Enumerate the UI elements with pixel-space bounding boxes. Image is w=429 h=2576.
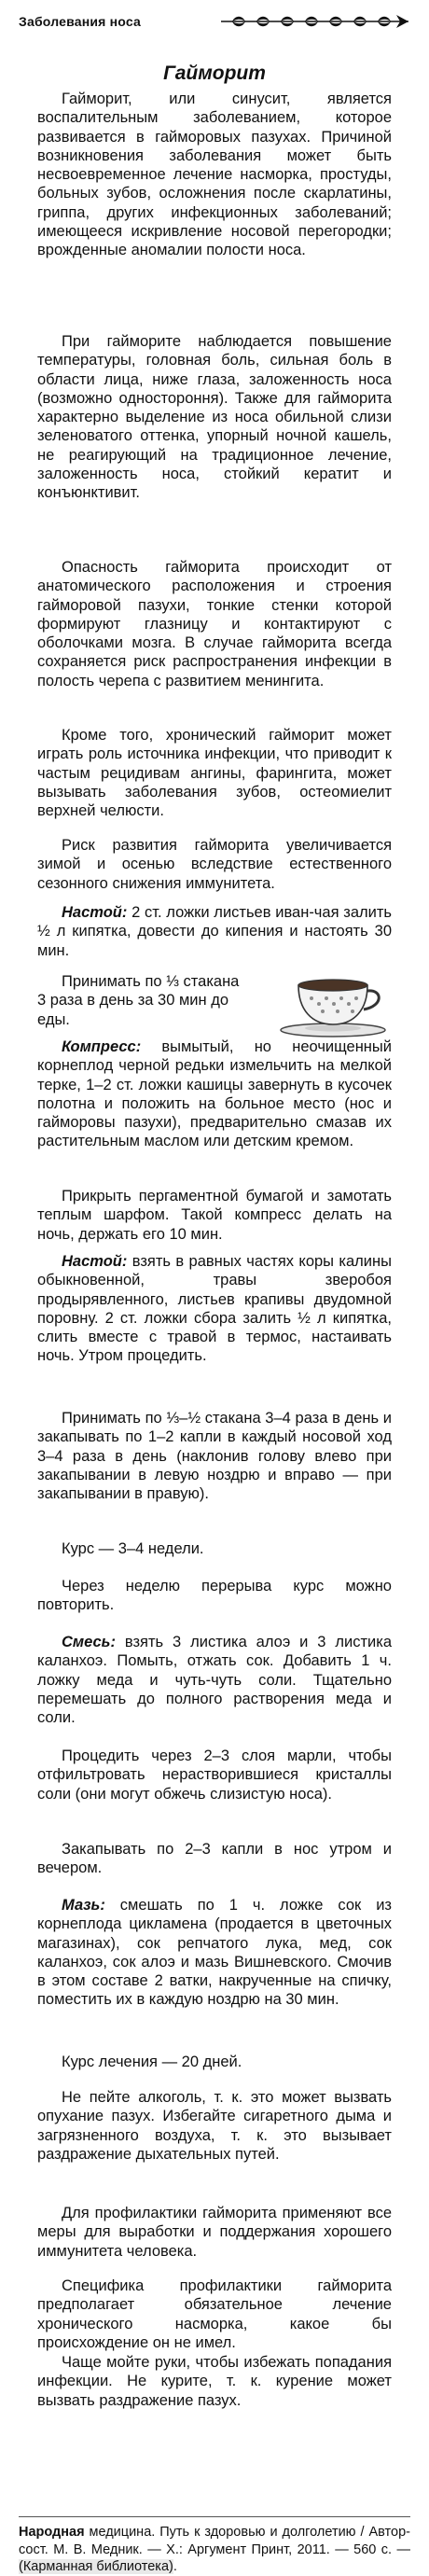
paragraph-text: Кроме того, хронический гайморит может играть роль источника инфекции, что приводит к частым рецидивам ангины, фарингита, может вызывать заболевания зубов, остеомиелит верхней челюсти.	[37, 727, 392, 820]
paragraph-text: смешать по 1 ч. ложке сок из корнеплода цикламена (продается в цветочных магазинах), сок репчатого лука, мед, сок каланхоэ, сок алоэ и мазь Вишневского. Смочив в этом составе 2 ватки, накрученные на спичку, поместить их в каждую ноздрю на 30 мин.	[37, 1897, 392, 2009]
citation-end: .	[173, 2559, 177, 2575]
paragraph-text: Для профилактики гайморита применяют все меры для выработки и поддержания хорошего иммунитета человека.	[37, 2205, 392, 2260]
paragraph	[37, 1840, 392, 1878]
recipe-label: Компресс:	[62, 1038, 142, 1055]
series-name: (Карманная библиотека)	[19, 2559, 173, 2575]
recipe-label: Смесь:	[62, 1634, 116, 1650]
paragraph	[37, 1187, 392, 1244]
citation-text: медицина. Путь к здоровью и долголетию / Автор-сост. М. В. Медник. — Х.: Аргумент Принт, 2011. — 560 с. —	[19, 2525, 410, 2557]
paragraph	[37, 972, 241, 1029]
paragraph-text: Опасность гайморита происходит от анатомического расположения и строения гайморовой пазухи, тонкие стенки которой формируют глазницу и контактируют с оболочками мозга. В случае гайморита всегда сохраняется риск распространения инфекции в полость черепа с развитием менингита.	[37, 559, 392, 689]
teacup-icon	[272, 972, 394, 1037]
paragraph	[37, 558, 392, 690]
paragraph	[37, 2204, 392, 2261]
paragraph-text: Прикрыть пергаментной бумагой и замотать теплым шарфом. Такой компресс делать на ночь, держать его 10 мин.	[37, 1188, 392, 1243]
article-title: Гайморит	[163, 63, 266, 84]
paragraph	[37, 2277, 392, 2352]
paragraph-text: Курс — 3–4 недели.	[62, 1540, 204, 1557]
paragraph-text: Процедить через 2–3 слоя марли, чтобы отфильтровать нерастворившиеся кристаллы соли (они могут обжечь слизистую носа).	[37, 1748, 392, 1803]
page-header	[19, 6, 410, 37]
paragraph-text: Не пейте алкоголь, т. к. это может вызвать опухание пазух. Избегайте сигаретного дыма и загрязненного воздуха, т. к. это вызывает раздражение дыхательных путей.	[37, 2089, 392, 2163]
paragraph	[37, 2088, 392, 2164]
paragraph-text: взять в равных частях коры калины обыкновенной, травы зверобоя продырявленного, листьев крапивы двудомной поровну. 2 ст. ложки сбора залить ½ л кипятка, слить вместе с травой в термос, настаивать ночь. Утром процедить.	[37, 1253, 392, 1365]
paragraph-text: Курс лечения — 20 дней.	[62, 2054, 242, 2070]
paragraph	[37, 2053, 392, 2071]
recipe-paragraph	[37, 1037, 392, 1151]
paragraph	[37, 1409, 392, 1503]
footer-divider	[19, 2516, 410, 2517]
paragraph	[37, 1577, 392, 1615]
paragraph-text: 2 ст. ложки листьев иван-чая залить ½ л кипятка, довести до кипения и настоять 30 мин.	[37, 904, 392, 959]
paragraph-text: Принимать по ⅓–½ стакана 3–4 раза в день и закапывать по 1–2 капли в каждый носовой ход 3–4 раза в день (наклонив голову влево при закапывании в левую ноздрю и вправо — при закапывании в правую).	[37, 1410, 392, 1503]
recipe-paragraph	[37, 903, 392, 960]
paragraph	[37, 332, 392, 503]
paragraph-text: Риск развития гайморита увеличивается зимой и осенью вследствие естественного сезонного снижения иммунитета.	[37, 837, 392, 892]
paragraph-text: Закапывать по 2–3 капли в нос утром и вечером.	[37, 1841, 392, 1877]
paragraph-text: Гайморит, или синусит, является воспалительным заболеванием, которое развивается в гайморовых пазухах. Причиной возникновения заболевания может быть несвоевременное лечение насморка, простуды, больных зубов, осложнения после скарлатины, гриппа, других инфекционных заболеваний; имеющееся искривление носовой перегородки; врожденные аномалии полости носа.	[37, 91, 392, 259]
paragraph	[37, 1539, 392, 1558]
paragraph-text: Специфика профилактики гайморита предполагает обязательное лечение хронического насморка, какое бы происхождение он не имел.	[37, 2277, 392, 2351]
paragraph	[37, 90, 392, 260]
paragraph-text: Принимать по ⅓ стакана 3 раза в день за 30 мин до еды.	[37, 973, 240, 1028]
recipe-label: Настой:	[62, 904, 128, 921]
recipe-paragraph	[37, 1896, 392, 2010]
recipe-label: Настой:	[62, 1253, 128, 1270]
ornament-divider	[219, 12, 410, 31]
paragraph	[37, 2353, 392, 2410]
paragraph-text: При гайморите наблюдается повышение температуры, головная боль, сильная боль в области лица, ниже глаза, заложенность носа (возможно одностороння). Также для гайморита характерно выделение из носа обильной слизи зеленоватого оттенка, упорный ночной кашель, не реагирующий на традиционное лечение, заложенность носа, стойкий кератит и конъюнктивит.	[37, 333, 392, 502]
paragraph	[37, 726, 392, 820]
paragraph-text: Через неделю перерыва курс можно повторить.	[37, 1578, 392, 1614]
recipe-paragraph	[37, 1252, 392, 1366]
source-citation	[19, 2524, 410, 2576]
paragraph	[37, 1747, 392, 1803]
paragraph-text: Чаще мойте руки, чтобы избежать попадания инфекции. Не курите, т. к. курение может вызвать раздражение пазух.	[37, 2354, 392, 2409]
paragraph-text: взять 3 листика алоэ и 3 листика каланхоэ. Помыть, отжать сок. Добавить 1 ч. ложку меда и чуть-чуть соли. Тщательно перемешать до полного растворения меда и соли.	[37, 1634, 392, 1727]
section-label: Заболевания носа	[19, 14, 141, 29]
paragraph	[37, 836, 392, 893]
recipe-paragraph	[37, 1633, 392, 1727]
book-title: Народная	[19, 2525, 85, 2540]
paragraph-text: вымытый, но неочищенный корнеплод черной редьки измельчить на мелкой терке, 1–2 ст. ложки кашицы завернуть в кусочек полотна и положить на больное место (нос и гайморовы пазухи), предварительно смазав их растительным маслом или детским кремом.	[37, 1038, 392, 1150]
recipe-label: Мазь:	[62, 1897, 105, 1914]
